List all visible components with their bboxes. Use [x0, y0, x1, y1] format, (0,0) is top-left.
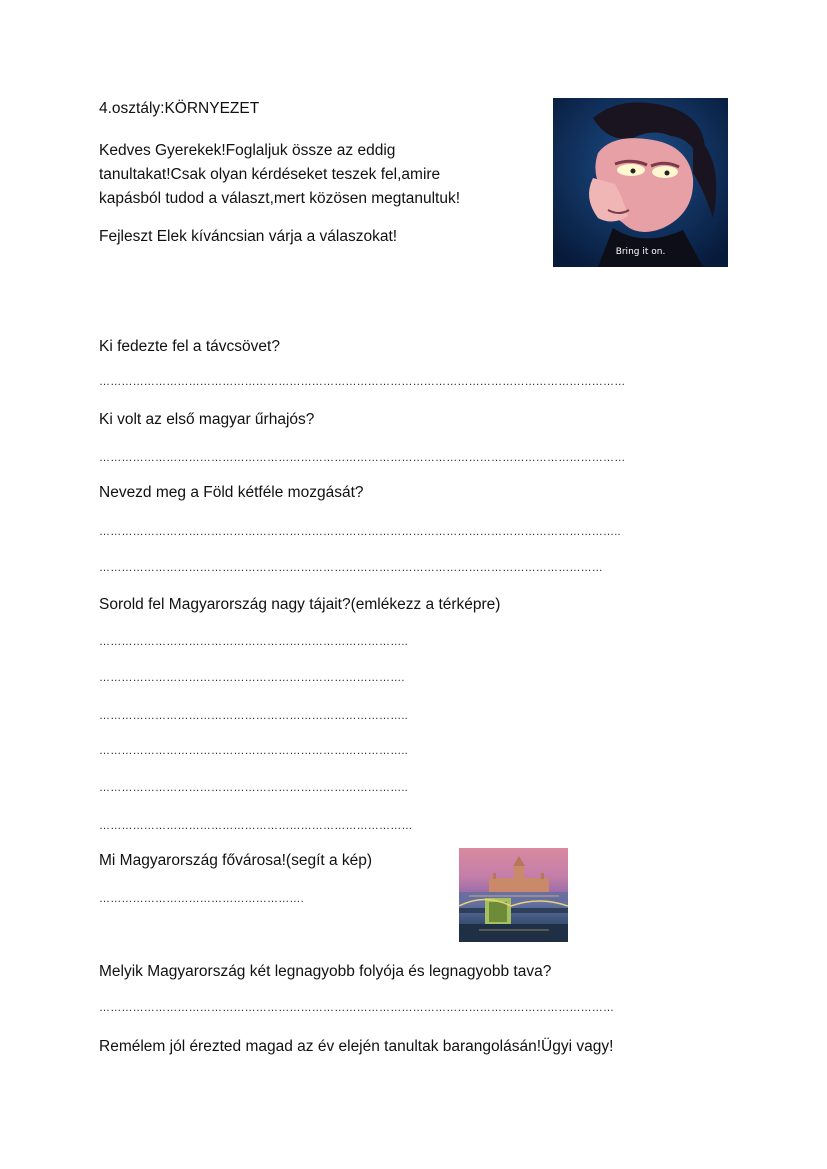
closing-message: Remélem jól érezted magad az év elején tanultak barangolásán!Ügyi vagy! — [99, 1038, 614, 1055]
kuzco-llama-image — [553, 98, 728, 267]
worksheet-title: 4.osztály:KÖRNYEZET — [99, 100, 260, 117]
intro-text — [99, 139, 539, 211]
answer-line-2[interactable]: …………………………………………………………………………………………………………………………… — [99, 452, 626, 464]
answer-line-4b[interactable]: ………………………………………………………………………. — [99, 672, 405, 684]
question-3: Nevezd meg a Föld kétféle mozgását? — [99, 484, 364, 501]
answer-line-3b[interactable]: ……………………………………………………………………………………………………………………… — [99, 562, 603, 574]
llama-caption: Bring it on. — [615, 247, 666, 257]
question-2: Ki volt az első magyar űrhajós? — [99, 411, 315, 428]
answer-line-4f[interactable]: ………………………………………………………………………… — [99, 820, 413, 832]
budapest-parliament-image — [459, 848, 568, 942]
answer-line-4d[interactable]: ……………………………………………………………………….. — [99, 745, 408, 757]
question-1: Ki fedezte fel a távcsövet? — [99, 338, 280, 355]
question-5: Mi Magyarország fővárosa!(segít a kép) — [99, 852, 373, 869]
answer-line-3a[interactable]: ………………………………………………………………………………………………………………………….. — [99, 526, 621, 538]
question-6: Melyik Magyarország két legnagyobb folyója és legnagyobb tava? — [99, 963, 552, 980]
answer-line-6[interactable]: ………………………………………………………………………………………………………………………… — [99, 1002, 615, 1014]
intro-line-2: tanultakat!Csak olyan kérdéseket teszek fel,amire — [99, 166, 441, 183]
answer-line-5[interactable]: ………………………………………………. — [99, 893, 304, 905]
answer-line-4a[interactable]: ……………………………………………………………………….. — [99, 636, 408, 648]
intro-line-1: Kedves Gyerekek!Foglaljuk össze az eddig — [99, 142, 396, 159]
question-4: Sorold fel Magyarország nagy tájait?(emlékezz a térképre) — [99, 596, 501, 613]
answer-line-4e[interactable]: ……………………………………………………………………….. — [99, 782, 408, 794]
answer-line-1[interactable]: …………………………………………………………………………………………………………………………… — [99, 376, 626, 388]
intro-line-3: kapásból tudod a választ,mert közösen megtanultuk! — [99, 190, 461, 207]
answer-line-4c[interactable]: ……………………………………………………………………….. — [99, 710, 408, 722]
wait-line: Fejleszt Elek kíváncsian várja a válaszokat! — [99, 228, 398, 245]
